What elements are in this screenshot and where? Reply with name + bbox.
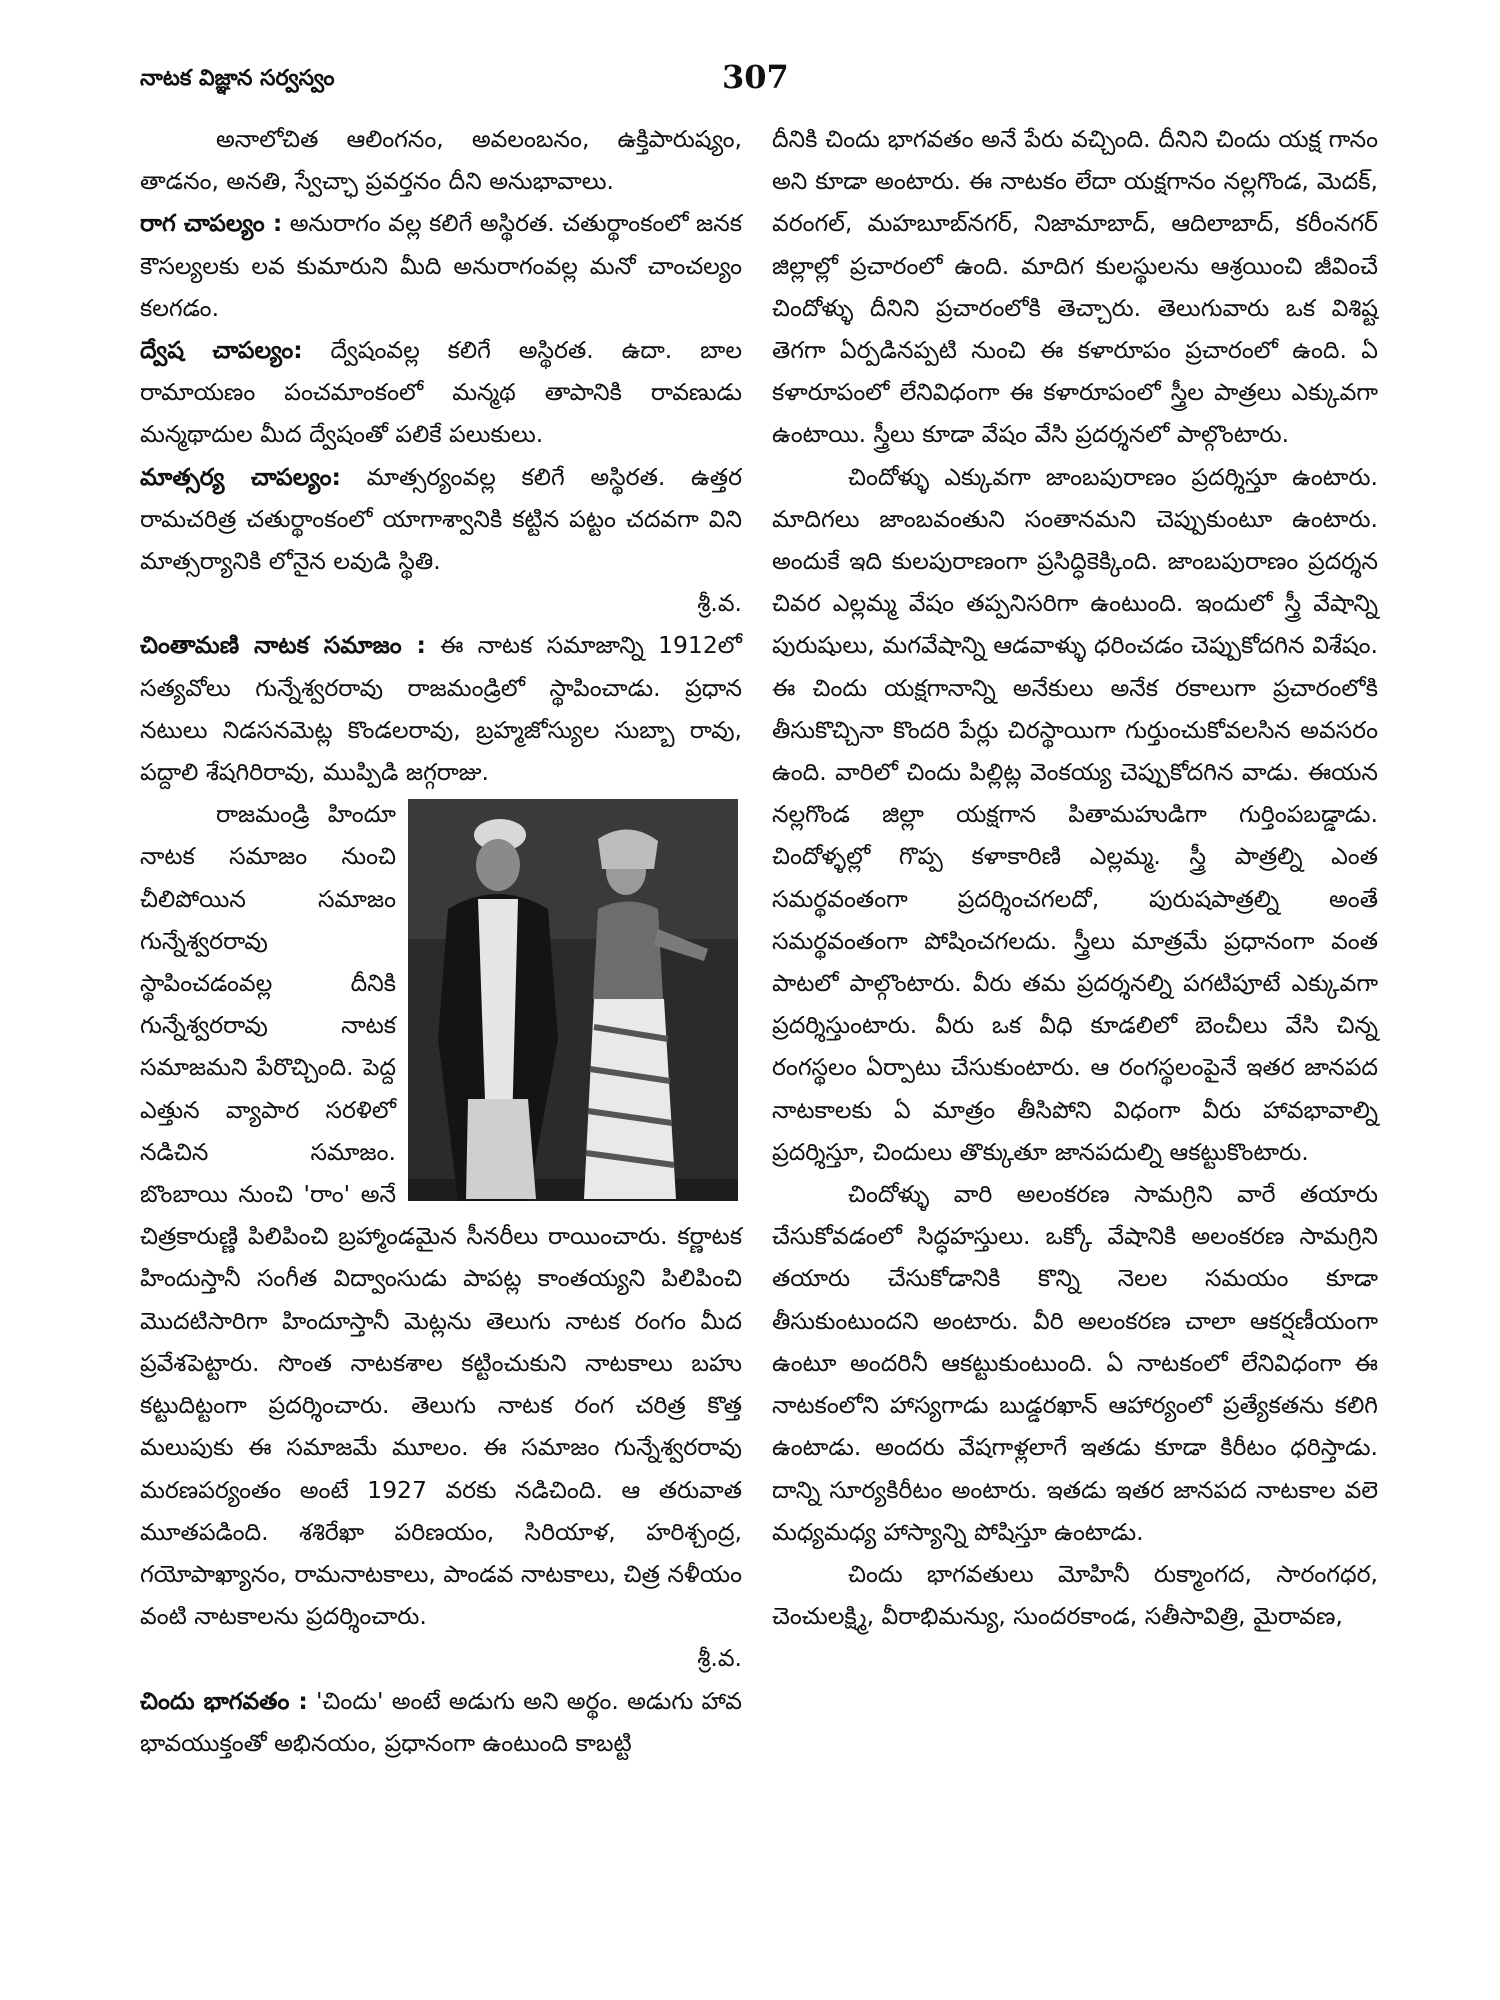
entry-text: అనురాగం వల్ల కలిగే అస్థిరత. చతుర్థాంకంలో జనక కౌసల్యలకు లవ కుమారుని మీది అనురాగంవల్ల మనో చాంచల్యం కలగడం.: [140, 209, 743, 322]
author-signature: శ్రీ.వ.: [697, 1644, 742, 1673]
paragraph-gunneswararao-samajam: రాజమండ్రి హిందూ నాటక సమాజం నుంచి చీలిపోయిన సమాజం గున్నేశ్వరరావు స్థాపించడంవల్ల దీనికి గున్నేశ్వరరావు నాటక సమాజమని పేరొచ్చింది. పెద్ద ఎత్తున వ్యాపార సరళిలో నడిచిన సమాజం. బొంబాయి నుంచి 'రాం' అనే చిత్రకారుణ్ణి పిలిపించి బ్రహ్మాండమైన సీనరీలు రాయించారు. కర్ణాటక హిందుస్తానీ సంగీత విద్వాంసుడు పాపట్ల కాంతయ్యని పిలిపించి మొదటిసారిగా హిందూస్తానీ మెట్లను తెలుగు నాటక రంగం మీద ప్రవేశపెట్టారు. సొంత నాటకశాల కట్టించుకుని నాటకాలు బహు కట్టుదిట్టంగా ప్రదర్శించారు. తెలుగు నాటక రంగ చరిత్ర కొత్త మలుపుకు ఈ సమాజమే మూలం. ఈ సమాజం గున్నేశ్వరరావు మరణపర్యంతం అంటే 1927 వరకు నడిచింది. ఆ తరువాత మూతపడింది. శశిరేఖా పరిణయం, సిరియాళ, హరిశ్చంద్ర, గయోపాఖ్యానం, రామనాటకాలు, పాండవ నాటకాలు, చిత్ర నళీయం వంటి నాటకాలను ప్రదర్శించారు.: [140, 800, 742, 1631]
right-column: [772, 118, 1378, 1637]
paragraph-anubhavalu: అనాలోచిత ఆలింగనం, అవలంబనం, ఉక్తిపారుష్యం, తాడనం, అనతి, స్వేచ్ఛా ప్రవర్తనం దీని అనుభావాలు.: [140, 125, 742, 196]
page-number: 307: [722, 58, 789, 96]
entry-text: మాత్సర్యంవల్ల కలిగే అస్థిరత. ఉత్తర రామచరిత్ర చతుర్థాంకంలో యాగాశ్వానికి కట్టిన పట్టం చదవగా విని మాత్సర్యానికి లోనైన లవుడి స్థితి.: [140, 462, 742, 576]
entry-term: చింతామణి నాటక సమాజం :: [140, 631, 426, 660]
running-title: నాటక విజ్ఞాన సర్వస్వం: [140, 66, 335, 91]
entry-text: ఈ నాటక సమాజాన్ని 1912లో సత్యవోలు గున్నేశ్వరరావు రాజమండ్రిలో స్థాపించాడు. ప్రధాన నటులు నిడసనమెట్ల కొండలరావు, బ్రహ్మజోస్యుల సుబ్బా రావు, పద్దాలి శేషగిరిరావు, ముప్పిడి జగ్గరాజు.: [140, 631, 742, 787]
paragraph-bhagavatulu: చిందు భాగవతులు మోహినీ రుక్మాంగద, సారంగధర, చెంచులక్ష్మి, వీరాభిమన్యు, సుందరకాండ, సతీసావిత్రి, మైరావణ,: [772, 1559, 1378, 1631]
entry-term: రాగ చాపల్యం :: [140, 209, 283, 238]
left-column: [140, 118, 742, 1764]
photo-frame: [408, 799, 742, 1211]
entry-matsarya-chapalyam: [140, 456, 742, 583]
entry-text: 'చిందు' అంటే అడుగు అని అర్థం. అడుగు హావ భావయుక్తంతో అభినయం, ప్రధానంగా ఉంటుంది కాబట్టి: [140, 1686, 742, 1757]
entry-chintamani-nataka-samajam: [140, 624, 742, 793]
author-signature: శ్రీ.వ.: [697, 589, 742, 618]
paragraph-alankarana: చిందోళ్ళు వారి అలంకరణ సామగ్రిని వారే తయారు చేసుకోవడంలో సిద్ధహస్తులు. ఒక్కో వేషానికి అలంకరణ సామగ్రిని తయారు చేసుకోడానికి కొన్ని నెలల సమయం కూడా తీసుకుంటుందని అంటారు. వీరి అలంకరణ చాలా ఆకర్షణీయంగా ఉంటూ అందరినీ ఆకట్టుకుంటుంది. ఏ నాటకంలో లేనివిధంగా ఈ నాటకంలోని హాస్యగాడు బుడ్డరఖాన్ ఆహార్యంలో ప్రత్యేకతను కలిగి ఉంటాడు. అందరు వేషగాళ్లలాగే ఇతడు కూడా కిరీటం ధరిస్తాడు. దాన్ని సూర్యకిరీటం అంటారు. ఇతడు ఇతర జానపద నాటకాల వలె మధ్యమధ్య హాస్యాన్ని పోషిస్తూ ఉంటాడు.: [772, 1180, 1378, 1546]
stage-photo: [408, 799, 738, 1201]
entry-term: చిందు భాగవతం :: [140, 1686, 308, 1715]
photo-illustration: [408, 799, 738, 1201]
paragraph-jambapuranam: చిందోళ్ళు ఎక్కువగా జాంబపురాణం ప్రదర్శిస్తూ ఉంటారు. మాదిగలు జాంబవంతుని సంతానమని చెప్పుకుంటూ ఉంటారు. అందుకే ఇది కులపురాణంగా ప్రసిద్ధికెక్కింది. జాంబపురాణం ప్రదర్శన చివర ఎల్లమ్మ వేషం తప్పనిసరిగా ఉంటుంది. ఇందులో స్త్రీ వేషాన్ని పురుషులు, మగవేషాన్ని ఆడవాళ్ళు ధరించడం చెప్పుకోదగిన విశేషం. ఈ చిందు యక్షగానాన్ని అనేకులు అనేక రకాలుగా ప్రచారంలోకి తీసుకొచ్చినా కొందరి పేర్లు చిరస్థాయిగా గుర్తుంచుకోవలసిన అవసరం ఉంది. వారిలో చిందు పిల్లిట్ల వెంకయ్య చెప్పుకోదగిన వాడు. ఈయన నల్లగొండ జిల్లా యక్షగాన పితామహుడిగా గుర్తింపబడ్డాడు. చిందోళ్ళల్లో గొప్ప కళాకారిణి ఎల్లమ్మ. స్త్రీ పాత్రల్ని ఎంత సమర్థవంతంగా ప్రదర్శించగలదో, పురుషపాత్రల్ని అంతే సమర్థవంతంగా పోషించగలదు. స్త్రీలు మాత్రమే ప్రధానంగా వంత పాటలో పాల్గొంటారు. వీరు తమ ప్రదర్శనల్ని పగటిపూటే ఎక్కువగా ప్రదర్శిస్తుంటారు. వీరు ఒక వీధి కూడలిలో బెంచీలు వేసి చిన్న రంగస్థలం ఏర్పాటు చేసుకుంటారు. ఆ రంగస్థలంపైనే ఇతర జానపద నాటకాలకు ఏ మాత్రం తీసిపోని విధంగా వీరు హావభావాల్ని ప్రదర్శిస్తూ, చిందులు తొక్కుతూ జానపదుల్ని ఆకట్టుకొంటారు.: [772, 462, 1378, 1166]
entry-term: మాత్సర్య చాపల్యం:: [140, 462, 341, 491]
entry-text: ద్వేషంవల్ల కలిగే అస్థిరత. ఉదా. బాల రామాయణం పంచమాంకంలో మన్మథ తాపానికి రావణుడు మన్మథాదుల మీద ద్వేషంతో పలికే పలుకులు.: [140, 336, 743, 449]
entry-dvesha-chapalyam: [140, 329, 742, 456]
entry-chindu-bhagavatam: [140, 1680, 742, 1764]
entry-raga-chapalyam: [140, 202, 742, 329]
entry-term: ద్వేష చాపల్యం:: [140, 336, 303, 365]
paragraph-chindu-continued: దీనికి చిందు భాగవతం అనే పేరు వచ్చింది. దీనిని చిందు యక్ష గానం అని కూడా అంటారు. ఈ నాటకం లేదా యక్షగానం నల్లగొండ, మెదక్, వరంగల్, మహబూబ్‌నగర్, నిజామాబాద్, ఆదిలాబాద్, కరీంనగర్ జిల్లాల్లో ప్రచారంలో ఉంది. మాదిగ కులస్థులను ఆశ్రయించి జీవించే చిందోళ్ళు దీనిని ప్రచారంలోకి తెచ్చారు. తెలుగువారు ఒక విశిష్ట తెగగా ఏర్పడినప్పటి నుంచి ఈ కళారూపం ప్రచారంలో ఉంది. ఏ కళారూపంలో లేనివిధంగా ఈ కళారూపంలో స్త్రీల పాత్రలు ఎక్కువగా ఉంటాయి. స్త్రీలు కూడా వేషం వేసి ప్రదర్శనలో పాల్గొంటారు.: [772, 125, 1378, 449]
